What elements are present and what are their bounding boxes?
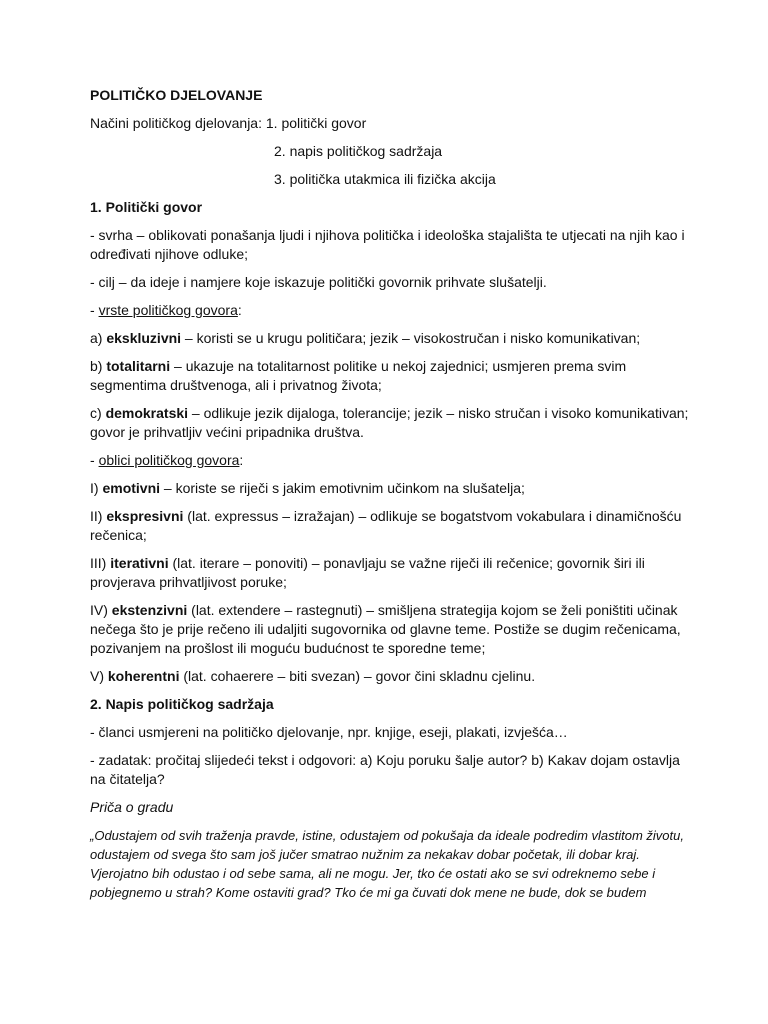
method-item-2: 2. napis političkog sadržaja [274, 143, 443, 159]
speech-form-item [90, 507, 690, 545]
methods-intro: Načini političkog djelovanja: [90, 115, 266, 131]
item-prefix: IV) [90, 602, 112, 618]
item-text: (lat. cohaerere – biti svezan) – govor čini skladnu cjelinu. [179, 668, 536, 684]
speech-forms-label-line [90, 451, 690, 470]
types-prefix: - [90, 302, 99, 318]
speech-types-label: vrste političkog govora [98, 302, 238, 318]
item-term: emotivni [102, 480, 161, 496]
section1-goal: - cilj – da ideje i namjere koje iskazuje politički govornik prihvate slušatelji. [90, 274, 547, 290]
speech-type-item [90, 329, 690, 348]
story-title: Priča o gradu [90, 799, 174, 815]
item-prefix: I) [90, 480, 103, 496]
item-text: (lat. extendere – rastegnuti) – smišljena strategija kojom se želi poništiti učinak nečega što je prije rečeno ili udaljiti sugovornika od glavne teme. Postiže se dugim rečenicama, pozivanjem na prošlost ili moguću budućnost te sporedne teme; [90, 602, 681, 656]
item-text: – koristi se u krugu političara; jezik – visokostručan i nisko komunikativan; [181, 330, 641, 346]
item-term: ekskluzivni [106, 330, 182, 346]
item-text: – koriste se riječi s jakim emotivnim učinkom na slušatelja; [160, 480, 525, 496]
speech-form-item [90, 479, 690, 498]
item-text: – odlikuje jezik dijaloga, tolerancije; jezik – nisko stručan i visoko komunikativan; govor je prihvatljiv većini pripadnika društva. [90, 405, 689, 440]
item-prefix: V) [90, 668, 108, 684]
item-prefix: c) [90, 405, 106, 421]
item-term: koherentni [107, 668, 180, 684]
speech-types-label-line [90, 301, 690, 320]
document-title: POLITIČKO DJELOVANJE [90, 87, 263, 103]
item-term: ekstenzivni [111, 602, 188, 618]
methods-intro-line [90, 114, 690, 133]
item-term: demokratski [105, 405, 189, 421]
forms-suffix: : [239, 452, 244, 468]
forms-prefix: - [90, 452, 99, 468]
method-item-3: 3. politička utakmica ili fizička akcija [274, 171, 496, 187]
item-prefix: II) [90, 508, 107, 524]
speech-type-item [90, 357, 690, 395]
speech-type-item [90, 404, 690, 442]
item-prefix: b) [90, 358, 107, 374]
section2-task: - zadatak: pročitaj slijedeći tekst i odgovori: a) Koju poruku šalje autor? b) Kakav dojam ostavlja na čitatelja? [90, 752, 680, 787]
speech-form-item [90, 601, 690, 658]
item-text: – ukazuje na totalitarnost politike u nekoj zajednici; usmjeren prema svim segmentima društvenoga, ali i privatnog života; [90, 358, 627, 393]
types-suffix: : [237, 302, 242, 318]
item-prefix: III) [90, 555, 111, 571]
speech-form-item [90, 667, 690, 686]
item-text: (lat. expressus – izražajan) – odlikuje se bogatstvom vokabulara i dinamičnošću rečenica; [90, 508, 682, 543]
method-item-1: 1. politički govor [265, 115, 367, 131]
speech-form-item [90, 554, 690, 592]
item-term: totalitarni [106, 358, 171, 374]
section1-heading: 1. Politički govor [90, 199, 203, 215]
document-page [90, 86, 690, 902]
item-text: (lat. iterare – ponoviti) – ponavljaju se važne riječi ili rečenice; govornik širi ili provjerava prihvatljivost poruke; [90, 555, 645, 590]
item-term: ekspresivni [106, 508, 184, 524]
item-term: iterativni [110, 555, 169, 571]
section2-articles: - članci usmjereni na političko djelovanje, npr. knjige, eseji, plakati, izvješća… [90, 724, 568, 740]
speech-forms-label: oblici političkog govora [98, 452, 240, 468]
item-prefix: a) [90, 330, 107, 346]
section1-purpose: - svrha – oblikovati ponašanja ljudi i njihova politička i ideološka stajališta te utjecati na njih kao i određivati njihove odluke; [90, 227, 685, 262]
story-quote: „Odustajem od svih traženja pravde, istine, odustajem od pokušaja da ideale podredim vlastitom životu, odustajem od svega što sam još jučer smatrao nužnim za nekakav dobar početak, ili dobar kraj. Vjerojatno bih odustao i od sebe sama, ali ne mogu. Jer, tko će ostati ako se svi odreknemo sebe i pobjegnemo u strah? Kome ostaviti grad? Tko će mi ga čuvati dok mene ne bude, dok se budem [90, 828, 684, 900]
section2-heading: 2. Napis političkog sadržaja [90, 696, 274, 712]
